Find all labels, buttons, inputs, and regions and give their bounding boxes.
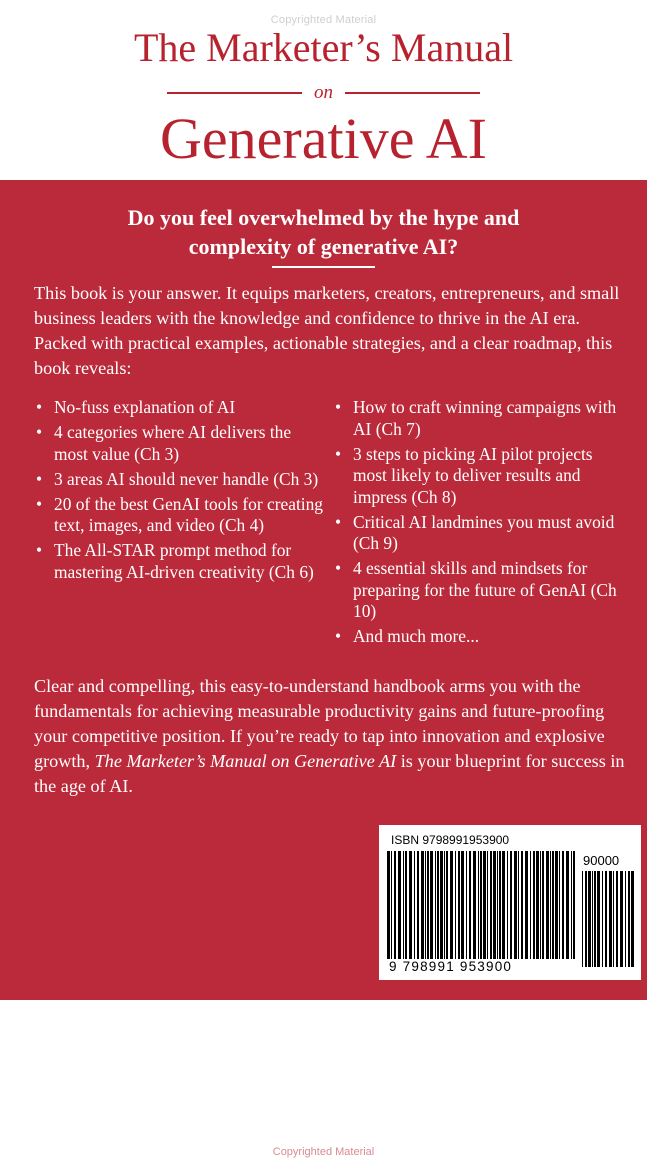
closing-tail: is your blueprint for success in the age of AI. [34,751,625,796]
list-item-text: Critical AI landmines you must avoid (Ch 9) [353,511,615,553]
closing-paragraph [34,674,628,799]
barcode-stripe [480,851,482,959]
barcode-stripe [417,851,419,959]
list-item [335,558,625,623]
barcode-stripe [478,851,479,959]
barcode-stripe [414,851,415,959]
list-item-text: How to craft winning campaigns with AI (Ch 7) [353,397,617,439]
barcode-stripe [588,871,591,967]
list-item [335,444,625,509]
barcode-stripe [394,851,396,959]
barcode-stripe [536,851,539,959]
list-item [335,512,625,555]
bullet-glyph: • [36,397,43,417]
barcode-stripe [444,851,445,959]
rule-left [167,92,302,94]
isbn-barcode [387,851,579,959]
barcode-stripe [461,851,464,959]
barcode-stripe [540,851,541,959]
barcode-stripe [507,851,508,959]
list-item-text: And much more... [353,626,480,646]
back-cover-panel [0,180,647,1158]
barcode-stripe [514,851,517,959]
headline-line1: Do you feel overwhelmed by the hype and [127,205,520,230]
barcode-stripe [566,851,569,959]
book-title-line2: Generative AI [160,106,487,171]
barcode-stripe [620,871,623,967]
barcode-stripe [510,851,512,959]
barcode-stripe [592,871,593,967]
list-item [36,540,326,583]
barcode-stripe [499,851,501,959]
isbn-label: ISBN 9798991953900 [391,833,510,847]
bullet-glyph: • [36,422,43,442]
barcode-stripe [594,871,596,967]
barcode-stripe [550,851,551,959]
barcode-stripe [602,871,603,967]
barcode-stripe [490,851,492,959]
barcode-stripe [546,851,549,959]
barcode-box [379,825,641,980]
book-title-italic: The Marketer’s Manual on Generative AI [94,751,397,771]
barcode-stripe [421,851,424,959]
intro-paragraph: This book is your answer. It equips marketers, creators, entrepreneurs, and small business leaders with the knowledge and confidence to thrive in the AI era. Packed with practical examples, actionable strategies, and a clear roadmap, this book reveals: [34,283,620,378]
barcode-stripe [497,851,498,959]
bullet-glyph: • [335,511,342,532]
price-code: 90000 [583,853,620,868]
barcode-stripe [483,851,486,959]
list-item-text: 3 steps to picking AI pilot projects most likely to deliver results and impress (Ch 8) [353,443,593,507]
barcode-stripe [585,871,587,967]
barcode-stripe [562,851,564,959]
barcode-stripe [437,851,439,959]
barcode-stripe [425,851,426,959]
bullet-glyph: • [36,468,43,489]
barcode-stripe [473,851,476,959]
bullet-glyph: • [335,558,342,578]
list-item [36,397,326,419]
watermark-bottom: Copyrighted Material [272,1146,375,1158]
barcode-stripe [403,851,404,959]
barcode-stripe [530,851,531,959]
barcode-stripe [446,851,448,959]
barcode-stripe [533,851,535,959]
list-item-text: 4 essential skills and mindsets for preparing for the future of GenAI (Ch 10) [353,558,617,621]
barcode-stripe [450,851,453,959]
barcode-stripe [409,851,412,959]
barcode-stripe [542,851,544,959]
book-title-line1: The Marketer’s Manual [133,25,514,70]
barcode-stripe [605,871,607,967]
barcode-stripe [458,851,460,959]
barcode-stripe [427,851,429,959]
price-barcode [582,871,634,967]
barcode-stripe [552,851,554,959]
bullet-list-right [335,397,625,651]
title-connector: on [314,82,333,103]
list-item [36,422,326,465]
list-item [335,626,625,648]
headline-line2: complexity of generative AI? [188,234,459,259]
barcode-stripe [555,851,558,959]
title-connector-row [0,82,647,104]
barcode-stripe [625,871,626,967]
bullet-glyph: • [36,540,43,560]
cover-top-section [0,0,647,180]
barcode-stripe [573,851,575,959]
barcode-stripe [502,851,505,959]
watermark-top: Copyrighted Material [270,14,377,26]
list-item-text: 4 categories where AI delivers the most value (Ch 3) [54,422,292,464]
barcode-stripe [616,871,618,967]
headline-divider [272,266,375,268]
barcode-stripe [597,871,600,967]
barcode-stripe [525,851,528,959]
barcode-stripe [430,851,433,959]
barcode-stripe [391,851,392,959]
barcode-stripe [398,851,401,959]
bullet-glyph: • [335,626,342,646]
barcode-stripe [571,851,572,959]
bullet-glyph: • [36,493,43,514]
barcode-stripe [435,851,436,959]
barcode-stripe [405,851,407,959]
barcode-stripe [609,871,612,967]
barcode-stripe [628,871,630,967]
list-item-text: 20 of the best GenAI tools for creating text, images, and video (Ch 4) [54,493,323,535]
barcode-stripe [387,851,390,959]
barcode-stripe [455,851,456,959]
barcode-stripe [518,851,519,959]
list-item-text: The All-STAR prompt method for mastering AI-driven creativity (Ch 6) [54,540,314,582]
isbn-digits: 9 798991 953900 [389,959,513,974]
barcode-stripe [582,871,583,967]
barcode-stripe [487,851,488,959]
bullet-glyph: • [335,443,342,464]
bullet-glyph: • [335,397,342,417]
barcode-stripe [493,851,496,959]
barcode-stripe [469,851,471,959]
barcode-stripe [466,851,467,959]
bullet-list-left [36,397,326,587]
barcode-stripe [440,851,443,959]
list-item [36,469,326,491]
barcode-stripe [631,871,634,967]
headline [0,203,647,261]
list-item-text: No-fuss explanation of AI [54,397,236,417]
barcode-stripe [521,851,523,959]
rule-right [345,92,480,94]
barcode-stripe [559,851,560,959]
closing-text: Clear and compelling, this easy-to-understand handbook arms you with the fundamentals for achieving measurable productivity gains and future-proofing your competitive position. If you’re ready to tap into innovation and explosive growth, [34,676,605,771]
list-item [335,397,625,440]
barcode-stripe [613,871,614,967]
list-item [36,494,326,537]
list-item-text: 3 areas AI should never handle (Ch 3) [54,468,319,489]
